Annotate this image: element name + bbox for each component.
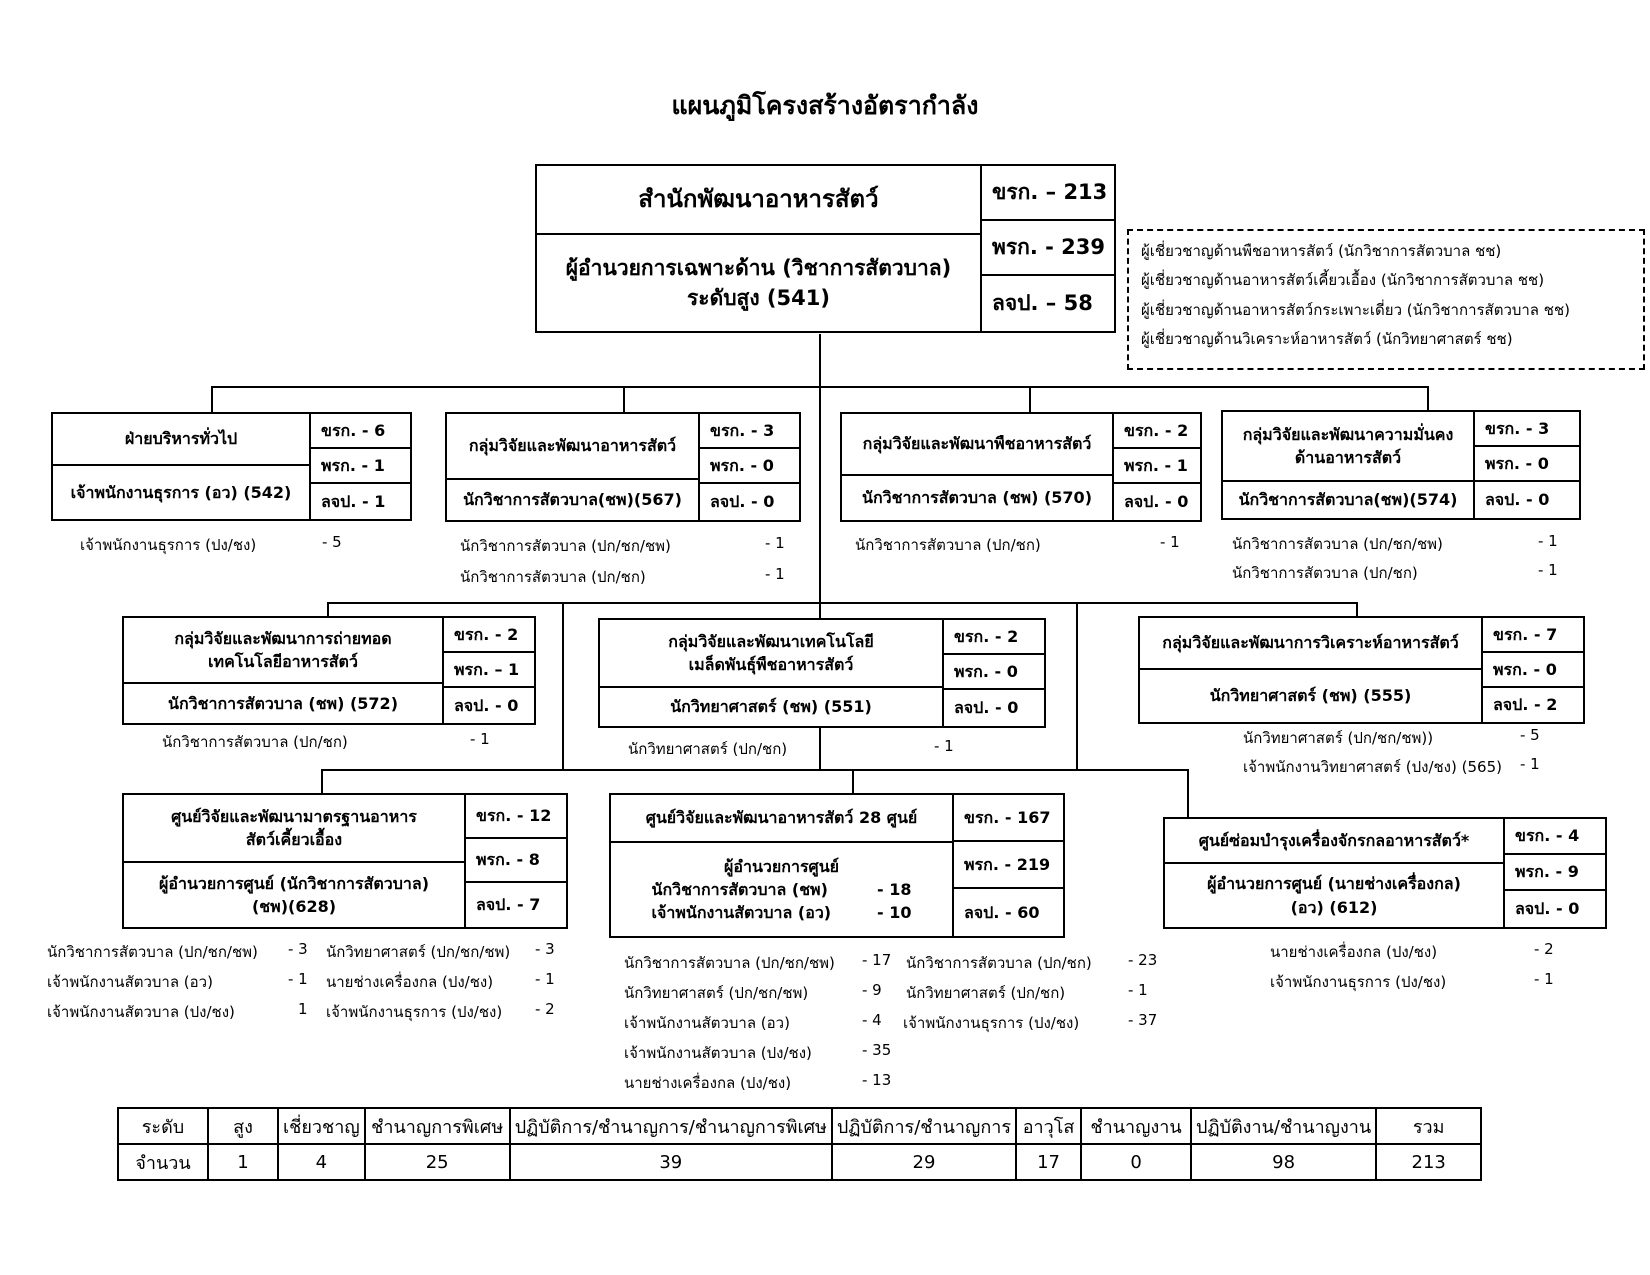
staff-count: - 1 xyxy=(1160,533,1180,551)
staff-count: - 3 xyxy=(288,940,308,958)
staff-count: - 1 xyxy=(765,534,785,552)
unit-count-ljp: ลจป. - 7 xyxy=(476,895,541,915)
staff-count: - 1 xyxy=(1128,981,1148,999)
head-office-box xyxy=(535,164,1116,333)
unit-count-phrk: พรก. - 0 xyxy=(944,655,1044,690)
unit-count-phrk: พรก. - 0 xyxy=(1483,653,1583,688)
unit-count-phrk: พรก. - 0 xyxy=(700,449,799,484)
unit-count-khrk: ขรก. - 6 xyxy=(311,414,410,449)
staff-role: เจ้าพนักงานธุรการ (ปง/ชง) xyxy=(80,536,257,554)
expert-item: ผู้เชี่ยวชาญด้านอาหารสัตว์กระเพาะเดี่ยว (นักวิชาการสัตวบาล ชช) xyxy=(1141,300,1570,319)
staff-role: เจ้าพนักงานธุรการ (ปง/ชง) xyxy=(326,1003,503,1021)
unit-position: ผู้อำนวยการศูนย์ (นายช่างเครื่องกล) (อว) (612) xyxy=(1165,864,1505,927)
staff-role: นายช่างเครื่องกล (ปง/ชง) xyxy=(624,1074,792,1092)
summary-header-cell: ปฏิบัติงาน/ชำนาญงาน xyxy=(1191,1108,1376,1144)
unit-count-khrk: ขรก. - 3 xyxy=(700,414,799,449)
unit-count-khrk: ขรก. - 4 xyxy=(1505,819,1605,855)
summary-value-cell: 4 xyxy=(278,1144,365,1180)
head-count-phrk: พรก. - 239 xyxy=(982,221,1114,276)
unit-count-phrk: พรก. - 8 xyxy=(466,839,566,883)
staff-role: นักวิชาการสัตวบาล (ปก/ชก) xyxy=(162,733,348,751)
unit-name: ศูนย์วิจัยและพัฒนาอาหารสัตว์ 28 ศูนย์ xyxy=(611,795,954,843)
staff-count: - 1 xyxy=(934,737,954,755)
staff-count: - 37 xyxy=(1128,1011,1158,1029)
staff-count: - 17 xyxy=(862,951,892,969)
staff-role: นักวิชาการสัตวบาล (ปก/ชก/ชพ) xyxy=(47,943,258,961)
unit-count-ljp: ลจป. - 0 xyxy=(1485,490,1550,510)
staff-count: - 1 xyxy=(765,565,785,583)
staff-count: - 3 xyxy=(535,940,555,958)
unit-name: กลุ่มวิจัยและพัฒนาเทคโนโลยี เมล็ดพันธุ์พืชอาหารสัตว์ xyxy=(600,620,944,688)
staff-count: - 23 xyxy=(1128,951,1158,969)
unit-feed-security-rd xyxy=(1221,410,1581,520)
unit-count-phrk: พรก. - 0 xyxy=(1475,447,1579,482)
unit-feed-analysis-rd xyxy=(1138,616,1585,724)
unit-position: นักวิชาการสัตวบาล(ชพ)(574) xyxy=(1223,482,1475,518)
staff-role: นักวิทยาศาสตร์ (ปก/ชก/ชพ) xyxy=(624,984,809,1002)
staff-count: - 9 xyxy=(862,981,882,999)
staff-role: เจ้าพนักงานสัตวบาล (ปง/ชง) xyxy=(624,1044,812,1062)
staff-role: เจ้าพนักงานวิทยาศาสตร์ (ปง/ชง) (565) xyxy=(1243,758,1502,776)
summary-header-cell: รวม xyxy=(1376,1108,1481,1144)
staff-count: - 2 xyxy=(535,1000,555,1018)
unit-count-khrk: ขรก. - 7 xyxy=(1483,618,1583,653)
page-title: แผนภูมิโครงสร้างอัตรากำลัง xyxy=(671,91,979,120)
unit-count-khrk: ขรก. - 2 xyxy=(1114,414,1200,449)
unit-count-phrk: พรก. - 219 xyxy=(954,842,1063,889)
summary-header-cell: อาวุโส xyxy=(1016,1108,1081,1144)
unit-count-khrk: ขรก. - 167 xyxy=(954,795,1063,842)
unit-count-ljp: ลจป. - 2 xyxy=(1493,695,1558,715)
experts-box xyxy=(1127,229,1645,370)
staff-count: - 35 xyxy=(862,1041,892,1059)
summary-value-cell: 29 xyxy=(832,1144,1016,1180)
unit-machinery-center xyxy=(1163,817,1607,929)
staff-count: - 1 xyxy=(288,970,308,988)
staff-count: - 1 xyxy=(470,730,490,748)
expert-item: ผู้เชี่ยวชาญด้านอาหารสัตว์เคี้ยวเอื้อง (นักวิชาการสัตวบาล ชช) xyxy=(1141,271,1545,290)
staff-count: - 1 xyxy=(1538,561,1558,579)
unit-count-ljp: ลจป. - 0 xyxy=(1515,899,1580,919)
expert-item: ผู้เชี่ยวชาญด้านพืชอาหารสัตว์ (นักวิชาการสัตวบาล ชช) xyxy=(1141,242,1502,260)
unit-count-ljp: ลจป. - 0 xyxy=(1124,492,1189,512)
staff-role: นายช่างเครื่องกล (ปง/ชง) xyxy=(326,973,494,991)
staff-role: เจ้าพนักงานธุรการ (ปง/ชง) xyxy=(903,1014,1080,1032)
unit-count-ljp: ลจป. - 60 xyxy=(964,902,1040,922)
summary-header-cell: เชี่ยวชาญ xyxy=(278,1108,365,1144)
staff-role: นักวิชาการสัตวบาล (ปก/ชก) xyxy=(1232,564,1418,582)
unit-count-ljp: ลจป. - 0 xyxy=(454,695,519,715)
summary-value-cell: จำนวน xyxy=(118,1144,208,1180)
unit-count-khrk: ขรก. - 2 xyxy=(444,618,534,653)
unit-count-ljp: ลจป. - 0 xyxy=(710,492,775,512)
unit-name: ศูนย์ซ่อมบำรุงเครื่องจักรกลอาหารสัตว์* xyxy=(1165,819,1505,864)
unit-position: ผู้อำนวยการศูนย์ นักวิชาการสัตวบาล (ชพ) - 18 เจ้าพนักงานสัตวบาล (อว) - 10 xyxy=(611,843,954,936)
unit-position: ผู้อำนวยการศูนย์ (นักวิชาการสัตวบาล)(ชพ)(628) xyxy=(124,863,466,927)
staff-role: นักวิชาการสัตวบาล (ปก/ชก) xyxy=(855,536,1041,554)
staff-count: - 4 xyxy=(862,1011,882,1029)
summary-header-cell: ชำนาญงาน xyxy=(1081,1108,1191,1144)
staff-role: นักวิชาการสัตวบาล (ปก/ชก) xyxy=(906,954,1092,972)
unit-count-phrk: พรก. - 9 xyxy=(1505,855,1605,891)
summary-header-cell: ระดับ xyxy=(118,1108,208,1144)
staff-role: นักวิทยาศาสตร์ (ปก/ชก) xyxy=(906,984,1066,1002)
unit-forage-rd xyxy=(840,412,1202,522)
unit-name: กลุ่มวิจัยและพัฒนาการวิเคราะห์อาหารสัตว์ xyxy=(1140,618,1483,670)
summary-header-cell: สูง xyxy=(208,1108,278,1144)
staff-role: เจ้าพนักงานสัตวบาล (ปง/ชง) xyxy=(47,1003,235,1021)
staff-role: นักวิทยาศาสตร์ (ปก/ชก/ชพ) xyxy=(326,943,511,961)
staff-count: - 1 xyxy=(1538,532,1558,550)
staff-role: นักวิทยาศาสตร์ (ปก/ชก) xyxy=(628,740,788,758)
head-office-name: สำนักพัฒนาอาหารสัตว์ xyxy=(537,166,982,235)
summary-value-cell: 98 xyxy=(1191,1144,1376,1180)
summary-value-cell: 39 xyxy=(510,1144,832,1180)
unit-position: นักวิชาการสัตวบาล (ชพ) (570) xyxy=(842,476,1114,520)
unit-general-admin xyxy=(51,412,412,521)
unit-count-ljp: ลจป. - 0 xyxy=(954,698,1019,718)
head-count-khrk: ขรก. – 213 xyxy=(982,166,1114,221)
summary-value-cell: 213 xyxy=(1376,1144,1481,1180)
staff-role: นักวิทยาศาสตร์ (ปก/ชก/ชพ)) xyxy=(1243,729,1434,747)
unit-ruminant-center xyxy=(122,793,568,929)
unit-count-phrk: พรก. - 1 xyxy=(1114,449,1200,484)
summary-header-cell: ปฏิบัติการ/ชำนาญการ/ชำนาญการพิเศษ xyxy=(510,1108,832,1144)
unit-count-phrk: พรก. – 1 xyxy=(444,653,534,688)
unit-name: กลุ่มวิจัยและพัฒนาความมั่นคง ด้านอาหารสัตว์ xyxy=(1223,412,1475,482)
summary-header-cell: ปฏิบัติการ/ชำนาญการ xyxy=(832,1108,1016,1144)
summary-header-row xyxy=(118,1108,1481,1144)
staff-role: นักวิชาการสัตวบาล (ปก/ชก/ชพ) xyxy=(1232,535,1443,553)
staff-role: เจ้าพนักงานสัตวบาล (อว) xyxy=(624,1014,790,1032)
summary-value-cell: 1 xyxy=(208,1144,278,1180)
summary-value-cell: 0 xyxy=(1081,1144,1191,1180)
summary-table xyxy=(117,1107,1482,1181)
unit-position: นักวิทยาศาสตร์ (ชพ) (555) xyxy=(1140,670,1483,722)
summary-value-cell: 17 xyxy=(1016,1144,1081,1180)
staff-count: - 13 xyxy=(862,1071,892,1089)
summary-value-row xyxy=(118,1144,1481,1180)
unit-position: นักวิชาการสัตวบาล (ชพ) (572) xyxy=(124,684,444,723)
staff-role: เจ้าพนักงานสัตวบาล (อว) xyxy=(47,973,213,991)
staff-role: นักวิชาการสัตวบาล (ปก/ชก/ชพ) xyxy=(624,954,835,972)
unit-count-khrk: ขรก. - 12 xyxy=(466,795,566,839)
staff-count: - 1 xyxy=(1520,755,1540,773)
staff-role: นักวิชาการสัตวบาล (ปก/ชก/ชพ) xyxy=(460,537,671,555)
staff-count: - 2 xyxy=(1534,940,1554,958)
unit-count-ljp: ลจป. - 1 xyxy=(321,491,386,511)
unit-28-centers xyxy=(609,793,1065,938)
unit-count-phrk: พรก. - 1 xyxy=(311,449,410,484)
unit-name: กลุ่มวิจัยและพัฒนาพืชอาหารสัตว์ xyxy=(842,414,1114,476)
summary-value-cell: 25 xyxy=(365,1144,510,1180)
unit-seed-tech-rd xyxy=(598,618,1046,728)
expert-item: ผู้เชี่ยวชาญด้านวิเคราะห์อาหารสัตว์ (นักวิทยาศาสตร์ ชช) xyxy=(1141,329,1513,348)
unit-position: นักวิชาการสัตวบาล(ชพ)(567) xyxy=(447,480,700,520)
unit-tech-transfer-rd xyxy=(122,616,536,725)
unit-name: กลุ่มวิจัยและพัฒนาอาหารสัตว์ xyxy=(447,414,700,480)
unit-count-khrk: ขรก. - 3 xyxy=(1475,412,1579,447)
staff-role: นายช่างเครื่องกล (ปง/ชง) xyxy=(1270,943,1438,961)
head-office-position: ผู้อำนวยการเฉพาะด้าน (วิชาการสัตวบาล) ระดับสูง (541) xyxy=(537,235,982,331)
unit-name: ฝ่ายบริหารทั่วไป xyxy=(53,414,311,466)
unit-name: ศูนย์วิจัยและพัฒนามาตรฐานอาหาร สัตว์เคี้ยวเอื้อง xyxy=(124,795,466,863)
summary-header-cell: ชำนาญการพิเศษ xyxy=(365,1108,510,1144)
unit-feed-rd xyxy=(445,412,801,522)
staff-count: - 5 xyxy=(322,533,342,551)
staff-count: - 1 xyxy=(535,970,555,988)
staff-count: 1 xyxy=(298,1000,308,1018)
staff-count: - 5 xyxy=(1520,726,1540,744)
unit-position: เจ้าพนักงานธุรการ (อว) (542) xyxy=(53,466,311,519)
unit-position: นักวิทยาศาสตร์ (ชพ) (551) xyxy=(600,688,944,726)
unit-name: กลุ่มวิจัยและพัฒนาการถ่ายทอด เทคโนโลยีอาหารสัตว์ xyxy=(124,618,444,684)
staff-role: นักวิชาการสัตวบาล (ปก/ชก) xyxy=(460,568,646,586)
head-count-ljp: ลจป. – 58 xyxy=(992,291,1093,316)
staff-role: เจ้าพนักงานธุรการ (ปง/ชง) xyxy=(1270,973,1447,991)
unit-count-khrk: ขรก. - 2 xyxy=(944,620,1044,655)
staff-count: - 1 xyxy=(1534,970,1554,988)
